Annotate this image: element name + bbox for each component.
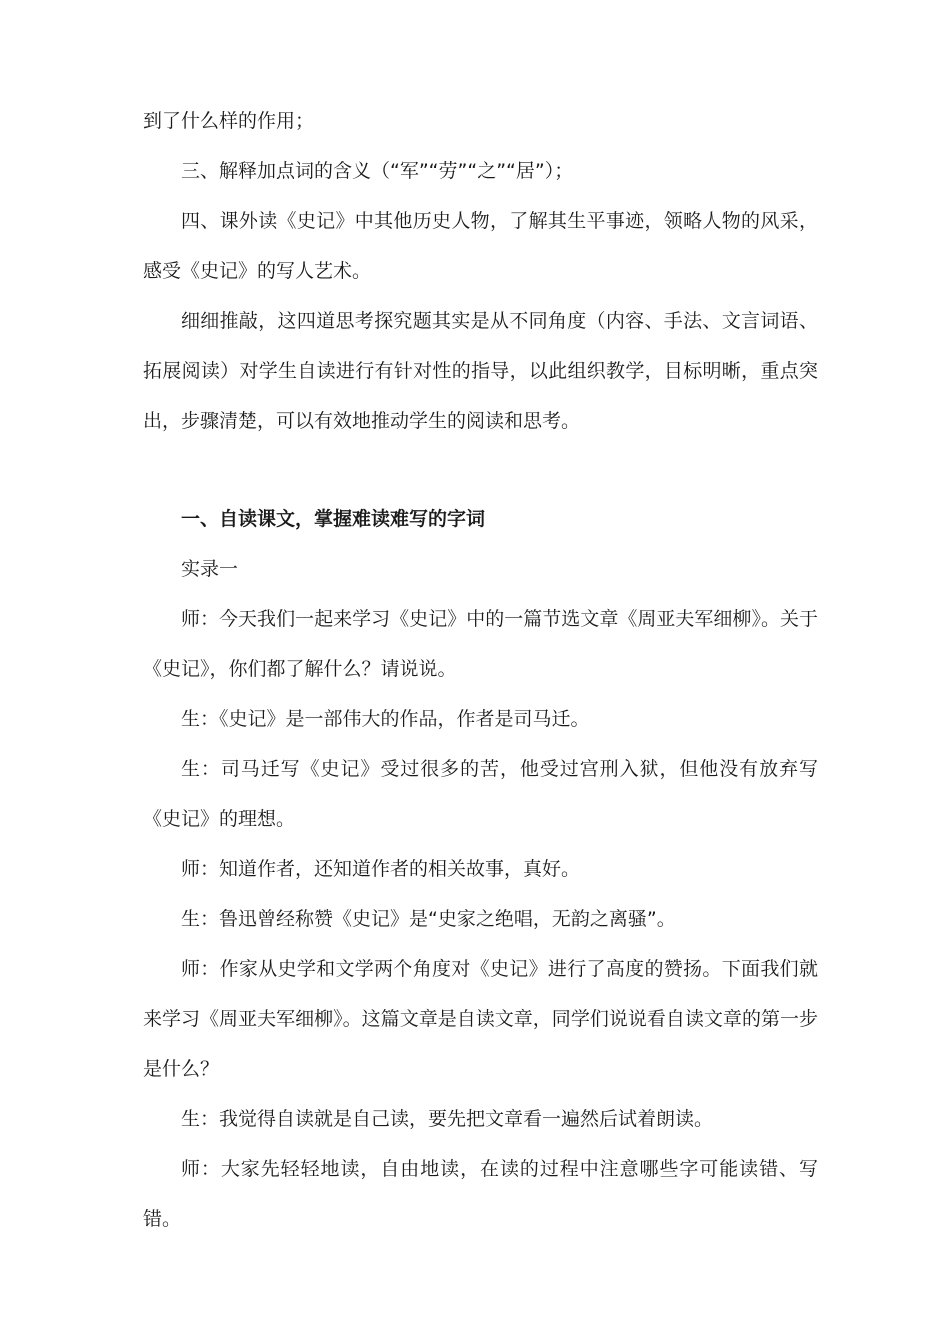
dialogue-line: 师：今天我们一起来学习《史记》中的一篇节选文章《周亚夫军细柳》。关于《史记》，你们都了解什么？请说说。 xyxy=(143,608,818,680)
dialogue-line: 生：司马迁写《史记》受过很多的苦，他受过宫刑入狱，但他没有放弃写《史记》的理想。 xyxy=(143,758,818,830)
dialogue-line: 生：《史记》是一部伟大的作品，作者是司马迁。 xyxy=(181,708,590,730)
dialogue-line: 生：我觉得自读就是自己读，要先把文章看一遍然后试着朗读。 xyxy=(181,1108,714,1130)
document-page xyxy=(143,96,818,1244)
paragraph-question-three: 三、解释加点词的含义（“军”“劳”“之”“居”）； xyxy=(181,160,574,182)
section-heading: 一、自读课文，掌握难读难写的字词 xyxy=(181,508,486,530)
dialogue-line: 生：鲁迅曾经称赞《史记》是“史家之绝唱，无韵之离骚”。 xyxy=(181,908,676,930)
dialogue-line: 师：作家从史学和文学两个角度对《史记》进行了高度的赞扬。下面我们就来学习《周亚夫军细柳》。这篇文章是自读文章，同学们说说看自读文章的第一步是什么？ xyxy=(143,958,818,1080)
section-spacer xyxy=(143,446,818,494)
record-label: 实录一 xyxy=(181,558,239,580)
dialogue-line: 师：知道作者，还知道作者的相关故事，真好。 xyxy=(181,858,581,880)
paragraph-analysis: 细细推敲，这四道思考探究题其实是从不同角度（内容、手法、文言词语、拓展阅读）对学生自读进行有针对性的指导，以此组织教学，目标明晰，重点突出，步骤清楚，可以有效地推动学生的阅读和思考。 xyxy=(143,310,818,432)
dialogue-line: 师：大家先轻轻地读，自由地读，在读的过程中注意哪些字可能读错、写错。 xyxy=(143,1158,818,1230)
paragraph-question-four: 四、课外读《史记》中其他历史人物，了解其生平事迹，领略人物的风采，感受《史记》的写人艺术。 xyxy=(143,210,818,282)
paragraph-continuation: 到了什么样的作用； xyxy=(143,110,315,132)
